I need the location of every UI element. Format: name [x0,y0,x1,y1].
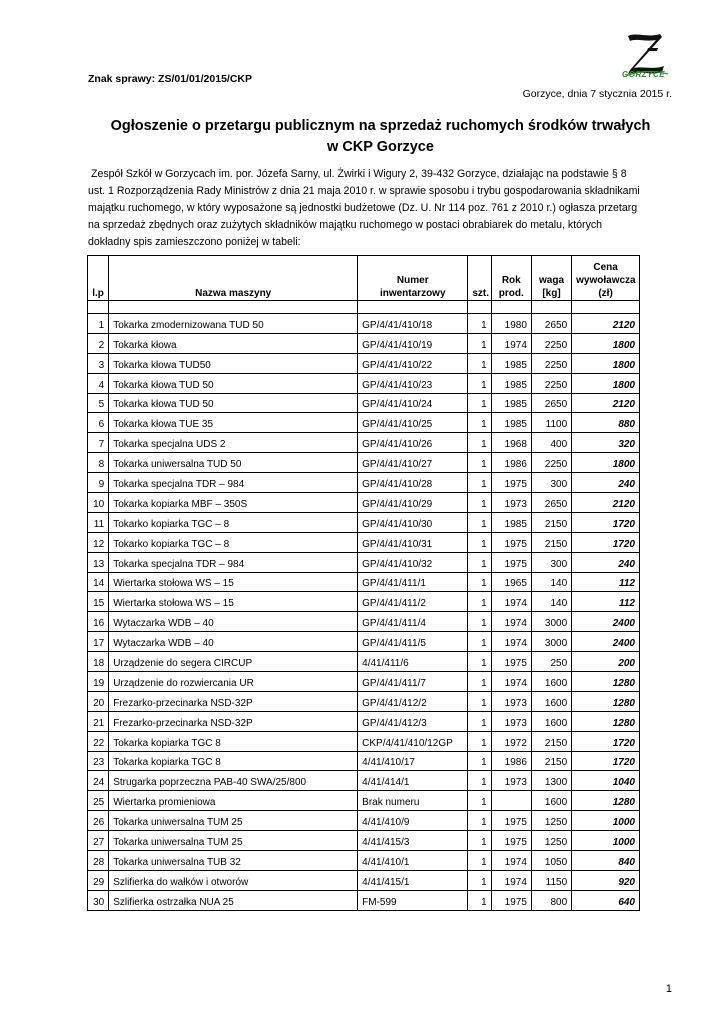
cell-weight: 2150 [531,751,571,771]
cell-price: 1280 [572,691,640,711]
cell-price: 880 [572,413,640,433]
cell-qty: 1 [468,791,491,811]
cell-price: 2120 [572,493,640,513]
cell-name: Tokarko kopiarka TGC – 8 [109,512,358,532]
cell-weight: 1250 [531,831,571,851]
cell-lp: 30 [88,890,109,910]
cell-weight: 2250 [531,373,571,393]
table-row [88,672,640,692]
cell-price: 1800 [572,373,640,393]
cell-weight: 1600 [531,711,571,731]
cell-name: Tokarka kłowa TUE 35 [109,413,358,433]
cell-price: 1000 [572,831,640,851]
header-year [491,256,531,301]
cell-name: Tokarka kopiarka TGC 8 [109,751,358,771]
cell-year: 1985 [491,393,531,413]
cell-year: 1974 [491,870,531,890]
cell-name: Wiertarka promieniowa [109,791,358,811]
cell-inventory: GP/4/41/412/2 [358,691,468,711]
cell-weight: 2250 [531,333,571,353]
cell-weight: 1600 [531,791,571,811]
cell-price: 1000 [572,811,640,831]
intro-line: majątku ruchomego, w który wyposażone są jednostki budżetowe (Dz. U. Nr 114 poz. 761 z 2010 r.) ogłasza przetarg [88,202,638,214]
logo-text: GORZYCE [622,70,666,79]
cell-name: Wytaczarka WDB – 40 [109,612,358,632]
cell-lp: 21 [88,711,109,731]
cell-inventory: GP/4/41/410/23 [358,373,468,393]
machines-table [87,255,640,911]
cell-name: Szlifierka ostrzałka NUA 25 [109,890,358,910]
header-inventory [358,256,468,301]
cell-weight: 2650 [531,493,571,513]
cell-inventory: GP/4/41/410/26 [358,433,468,453]
table-row [88,791,640,811]
cell-inventory: GP/4/41/411/1 [358,572,468,592]
intro-line: dokładny spis zamieszczono poniżej w tabeli: [88,236,301,248]
cell-inventory: CKP/4/41/410/12GP [358,731,468,751]
cell-name: Tokarka uniwersalna TUM 25 [109,831,358,851]
cell-year: 1985 [491,413,531,433]
cell-name: Szlifierka do wałków i otworów [109,870,358,890]
cell-inventory: GP/4/41/411/2 [358,592,468,612]
cell-qty: 1 [468,672,491,692]
cell-price: 112 [572,572,640,592]
cell-name: Frezarko-przecinarka NSD-32P [109,711,358,731]
cell-qty: 1 [468,652,491,672]
table-row [88,691,640,711]
cell-name: Tokarka uniwersalna TUM 25 [109,811,358,831]
cell-inventory: GP/4/41/410/30 [358,512,468,532]
cell-qty: 1 [468,333,491,353]
cell-year: 1974 [491,851,531,871]
cell-weight: 1600 [531,691,571,711]
cell-name: Tokarka kopiarka TGC 8 [109,731,358,751]
cell-inventory: GP/4/41/410/31 [358,532,468,552]
cell-name: Tokarka specjalna TDR – 984 [109,473,358,493]
cell-year: 1973 [491,711,531,731]
cell-qty: 1 [468,473,491,493]
cell-lp: 3 [88,353,109,373]
cell-lp: 15 [88,592,109,612]
header-weight-line: waga [539,275,565,286]
cell-qty: 1 [468,433,491,453]
cell-year: 1986 [491,453,531,473]
cell-year: 1985 [491,512,531,532]
table-row [88,831,640,851]
cell-lp: 27 [88,831,109,851]
table-row [88,870,640,890]
cell-inventory: GP/4/41/410/18 [358,314,468,334]
cell-qty: 1 [468,353,491,373]
header-qty: szt. [468,256,491,301]
cell-name: Tokarka specjalna UDS 2 [109,433,358,453]
cell-lp: 12 [88,532,109,552]
table-row [88,314,640,334]
table-row [88,851,640,871]
cell-lp: 20 [88,691,109,711]
table-spacer-row [88,301,640,314]
cell-inventory: GP/4/41/410/29 [358,493,468,513]
cell-name: Tokarka zmodernizowana TUD 50 [109,314,358,334]
cell-lp: 16 [88,612,109,632]
cell-price: 1720 [572,512,640,532]
table-row [88,731,640,751]
cell-price: 1280 [572,672,640,692]
cell-qty: 1 [468,711,491,731]
cell-inventory: GP/4/41/410/27 [358,453,468,473]
cell-lp: 14 [88,572,109,592]
cell-name: Wiertarka stołowa WS – 15 [109,592,358,612]
cell-lp: 9 [88,473,109,493]
cell-lp: 4 [88,373,109,393]
cell-qty: 1 [468,592,491,612]
cell-lp: 17 [88,632,109,652]
cell-year: 1973 [491,691,531,711]
cell-year: 1974 [491,632,531,652]
table-row [88,592,640,612]
cell-price: 240 [572,552,640,572]
cell-qty: 1 [468,771,491,791]
table-row [88,632,640,652]
cell-price: 920 [572,870,640,890]
cell-lp: 6 [88,413,109,433]
cell-qty: 1 [468,373,491,393]
cell-qty: 1 [468,453,491,473]
table-row [88,890,640,910]
table-row [88,572,640,592]
cell-name: Wiertarka stołowa WS – 15 [109,572,358,592]
cell-name: Tokarka specjalna TDR – 984 [109,552,358,572]
cell-qty: 1 [468,532,491,552]
cell-price: 200 [572,652,640,672]
cell-year: 1968 [491,433,531,453]
cell-year: 1975 [491,811,531,831]
cell-qty: 1 [468,831,491,851]
table-row [88,552,640,572]
header-weight [531,256,571,301]
cell-qty: 1 [468,851,491,871]
cell-inventory: GP/4/41/410/19 [358,333,468,353]
title-line-2: w CKP Gorzyce [327,139,434,155]
cell-price: 1720 [572,532,640,552]
cell-qty: 1 [468,632,491,652]
cell-weight: 1100 [531,413,571,433]
cell-lp: 10 [88,493,109,513]
cell-inventory: 4/41/415/3 [358,831,468,851]
cell-qty: 1 [468,691,491,711]
cell-inventory: GP/4/41/411/7 [358,672,468,692]
cell-inventory: GP/4/41/410/24 [358,393,468,413]
cell-inventory: 4/41/415/1 [358,870,468,890]
cell-name: Urządzenie do rozwiercania UR [109,672,358,692]
cell-year: 1980 [491,314,531,334]
cell-name: Frezarko-przecinarka NSD-32P [109,691,358,711]
page-number: 1 [665,983,672,995]
page-title [88,116,673,158]
cell-weight: 140 [531,592,571,612]
cell-weight: 800 [531,890,571,910]
header-price-line: wywoławcza [576,275,636,286]
cell-lp: 5 [88,393,109,413]
cell-qty: 1 [468,572,491,592]
cell-weight: 140 [531,572,571,592]
cell-name: Tokarka kłowa [109,333,358,353]
cell-weight: 400 [531,433,571,453]
table-row [88,453,640,473]
cell-year: 1975 [491,473,531,493]
table-row [88,473,640,493]
cell-price: 1720 [572,751,640,771]
cell-weight: 250 [531,652,571,672]
table-body [88,314,640,911]
cell-name: Tokarka uniwersalna TUB 32 [109,851,358,871]
intro-line: na sprzedaż zbędnych oraz zużytych składników majątku ruchomego w postaci obrabiarek do metalu, których [88,219,603,231]
header-name: Nazwa maszyny [109,256,358,301]
cell-inventory: GP/4/41/412/3 [358,711,468,731]
cell-year: 1985 [491,353,531,373]
cell-year: 1975 [491,652,531,672]
table-row [88,652,640,672]
cell-year: 1986 [491,751,531,771]
cell-inventory: 4/41/410/1 [358,851,468,871]
cell-qty: 1 [468,512,491,532]
cell-qty: 1 [468,314,491,334]
cell-price: 1040 [572,771,640,791]
table-row [88,493,640,513]
header-price-line: (zł) [598,288,613,299]
cell-price: 640 [572,890,640,910]
header-year-line: Rok [501,275,521,286]
cell-lp: 8 [88,453,109,473]
cell-qty: 1 [468,612,491,632]
cell-year: 1975 [491,890,531,910]
cell-price: 840 [572,851,640,871]
cell-lp: 11 [88,512,109,532]
cell-inventory: GP/4/41/410/32 [358,552,468,572]
cell-weight: 1600 [531,672,571,692]
cell-price: 2400 [572,632,640,652]
cell-lp: 26 [88,811,109,831]
cell-lp: 13 [88,552,109,572]
cell-qty: 1 [468,413,491,433]
table-row [88,771,640,791]
cell-lp: 18 [88,652,109,672]
cell-weight: 2150 [531,512,571,532]
table-row [88,333,640,353]
table-row [88,811,640,831]
title-line-1: Ogłoszenie o przetargu publicznym na sprzedaż ruchomych środków trwałych [110,118,651,134]
header-weight-line: [kg] [542,288,561,299]
cell-weight: 2250 [531,453,571,473]
cell-name: Tokarka kłowa TUD50 [109,353,358,373]
cell-lp: 29 [88,870,109,890]
cell-lp: 1 [88,314,109,334]
cell-inventory: GP/4/41/411/5 [358,632,468,652]
cell-qty: 1 [468,811,491,831]
cell-weight: 2250 [531,353,571,373]
cell-price: 320 [572,433,640,453]
header-price-line: Cena [593,262,618,273]
cell-year: 1975 [491,532,531,552]
cell-lp: 23 [88,751,109,771]
cell-inventory: FM-599 [358,890,468,910]
cell-name: Wytaczarka WDB – 40 [109,632,358,652]
cell-weight: 1050 [531,851,571,871]
cell-year: 1965 [491,572,531,592]
cell-price: 2120 [572,393,640,413]
cell-price: 1800 [572,333,640,353]
cell-year: 1974 [491,333,531,353]
cell-year: 1975 [491,831,531,851]
school-logo [618,28,674,84]
cell-lp: 19 [88,672,109,692]
cell-price: 112 [572,592,640,612]
cell-qty: 1 [468,890,491,910]
cell-lp: 28 [88,851,109,871]
cell-weight: 2650 [531,314,571,334]
cell-lp: 7 [88,433,109,453]
table-row [88,612,640,632]
cell-year: 1974 [491,592,531,612]
cell-weight: 2650 [531,393,571,413]
cell-price: 1800 [572,353,640,373]
cell-year: 1974 [491,672,531,692]
cell-inventory: GP/4/41/410/28 [358,473,468,493]
cell-year: 1974 [491,612,531,632]
cell-year: 1975 [491,552,531,572]
cell-qty: 1 [468,731,491,751]
table-row [88,373,640,393]
cell-year [491,791,531,811]
cell-qty: 1 [468,751,491,771]
cell-name: Tokarka kłowa TUD 50 [109,393,358,413]
cell-price: 2400 [572,612,640,632]
cell-weight: 1150 [531,870,571,890]
cell-weight: 1250 [531,811,571,831]
header-price [572,256,640,301]
header-year-line: prod. [498,288,524,299]
table-row [88,512,640,532]
cell-inventory: 4/41/414/1 [358,771,468,791]
intro-line: Zespół Szkół w Gorzycach im. por. Józefa Sarny, ul. Żwirki i Wigury 2, 39-432 Gorzyce, działając na podstawie § 8 [91,168,627,180]
cell-qty: 1 [468,393,491,413]
cell-lp: 24 [88,771,109,791]
cell-weight: 2150 [531,532,571,552]
intro-line: ust. 1 Rozporządzenia Rady Ministrów z dnia 21 maja 2010 r. w sprawie sposobu i trybu gospodarowania składnikami [88,185,640,197]
cell-year: 1985 [491,373,531,393]
cell-name: Tokarko kopiarka TGC – 8 [109,532,358,552]
cell-weight: 3000 [531,612,571,632]
document-date: Gorzyce, dnia 7 stycznia 2015 r. [522,88,672,100]
cell-name: Tokarka uniwersalna TUD 50 [109,453,358,473]
cell-qty: 1 [468,552,491,572]
table-row [88,353,640,373]
cell-weight: 3000 [531,632,571,652]
cell-lp: 25 [88,791,109,811]
cell-name: Tokarka kopiarka MBF – 350S [109,493,358,513]
cell-inventory: 4/41/411/6 [358,652,468,672]
cell-price: 2120 [572,314,640,334]
table-row [88,532,640,552]
cell-inventory: GP/4/41/410/22 [358,353,468,373]
table-row [88,711,640,731]
cell-price: 240 [572,473,640,493]
table-row [88,393,640,413]
cell-weight: 300 [531,473,571,493]
cell-name: Strugarka poprzeczna PAB-40 SWA/25/800 [109,771,358,791]
cell-price: 1720 [572,731,640,751]
cell-weight: 1300 [531,771,571,791]
table-row [88,413,640,433]
cell-inventory: Brak numeru [358,791,468,811]
cell-name: Urządzenie do segera CIRCUP [109,652,358,672]
cell-name: Tokarka kłowa TUD 50 [109,373,358,393]
cell-year: 1973 [491,771,531,791]
header-inventory-line: inwentarzowy [379,288,446,299]
cell-year: 1972 [491,731,531,751]
cell-weight: 300 [531,552,571,572]
cell-inventory: GP/4/41/410/25 [358,413,468,433]
cell-qty: 1 [468,493,491,513]
cell-price: 1800 [572,453,640,473]
table-row [88,433,640,453]
cell-lp: 22 [88,731,109,751]
intro-paragraph [88,166,678,251]
case-reference: Znak sprawy: ZS/01/01/2015/CKP [88,73,252,85]
cell-lp: 2 [88,333,109,353]
cell-inventory: 4/41/410/9 [358,811,468,831]
cell-price: 1280 [572,791,640,811]
cell-inventory: GP/4/41/411/4 [358,612,468,632]
cell-inventory: 4/41/410/17 [358,751,468,771]
header-lp: l.p [88,256,109,301]
cell-weight: 2150 [531,731,571,751]
cell-qty: 1 [468,870,491,890]
header-inventory-line: Numer [396,275,429,286]
table-header-row [88,256,640,301]
cell-price: 1280 [572,711,640,731]
cell-year: 1973 [491,493,531,513]
table-row [88,751,640,771]
